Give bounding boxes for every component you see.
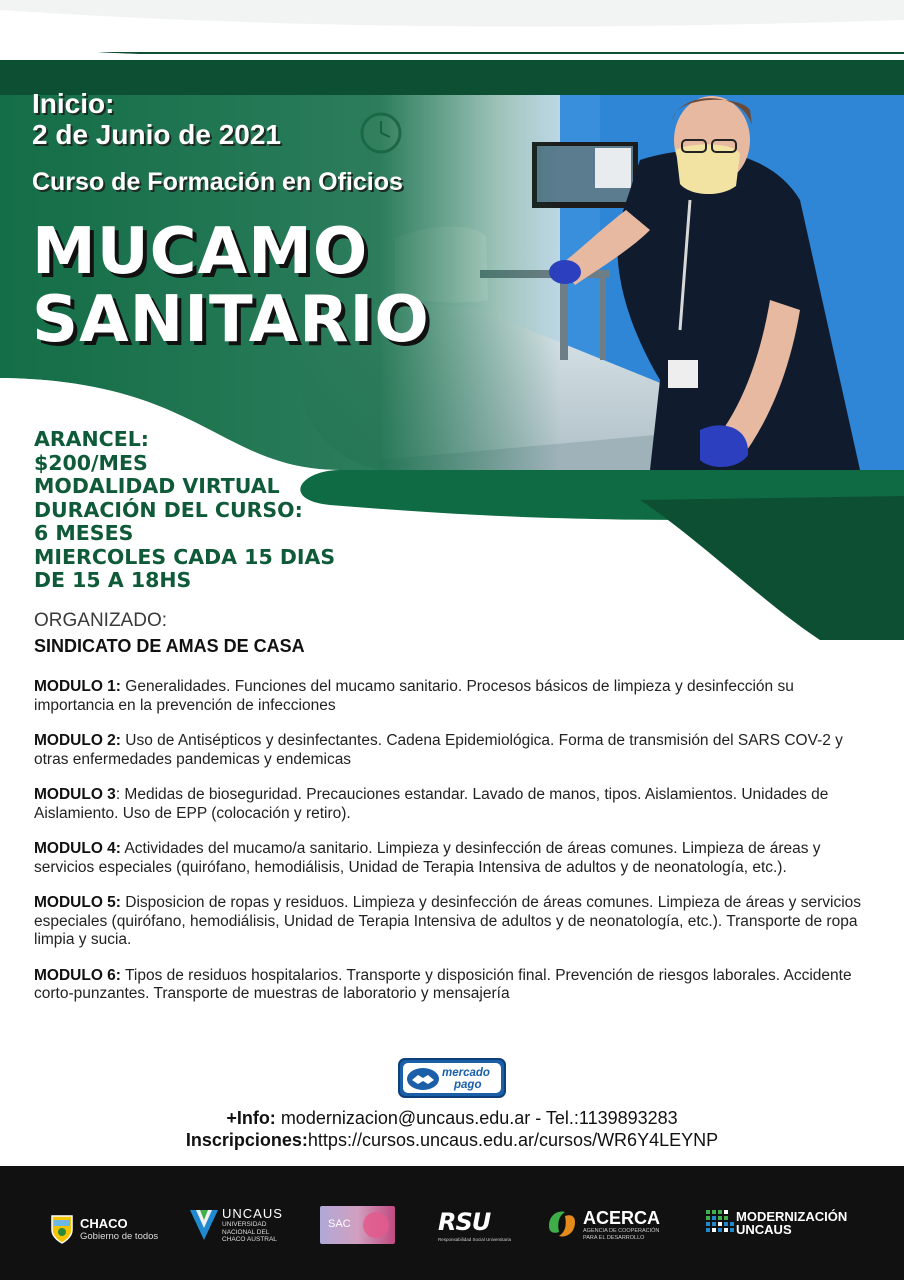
title-line-1: MUCAMO: [32, 215, 369, 289]
page-title: [32, 215, 430, 357]
chaco-subtitle: Gobierno de todos: [80, 1231, 159, 1242]
module-text: Disposicion de ropas y residuos. Limpieza y desinfección de áreas comunes. Limpieza de áreas y servicios especiales (quirófano, hemodiálisis, Unidad de Terapia Intensiva de adultos y de neonatología, etc.). Transporte de ropa limpia y sucia.: [34, 894, 862, 948]
detail-line: DURACIÓN DEL CURSO:: [34, 497, 303, 522]
modernizacion-line1: MODERNIZACIÓN: [736, 1209, 848, 1224]
module-item: [34, 840, 874, 877]
acerca-sub-line: AGENCIA DE COOPERACIÓN: [583, 1228, 660, 1234]
module-text: : Medidas de bioseguridad. Precauciones estandar. Lavado de manos, tipos. Aislamientos. Unidades de Aislamiento. Uso de EPP (colocación y retiro).: [34, 786, 829, 822]
module-item: [34, 967, 874, 1004]
module-item: [34, 894, 874, 950]
modernizacion-line2: UNCAUS: [736, 1222, 792, 1237]
uncaus-sub-line: NACIONAL DEL: [222, 1228, 270, 1236]
module-title: MODULO 2:: [34, 732, 121, 749]
chaco-shield-icon: [50, 1212, 74, 1244]
module-title: MODULO 3: [34, 786, 116, 803]
info-value[interactable]: modernizacion@uncaus.edu.ar - Tel.:1139893283: [275, 1108, 678, 1128]
module-title: MODULO 1:: [34, 678, 121, 695]
sac-decoration: [363, 1212, 389, 1238]
modernizacion-name: [736, 1210, 847, 1236]
rsu-subtitle: Responsabilidad Social Universitaria: [438, 1237, 512, 1242]
module-title: MODULO 5:: [34, 894, 121, 911]
organizer-name: SINDICATO DE AMAS DE CASA: [34, 636, 305, 656]
course-details: [34, 428, 335, 593]
uncaus-sub-line: CHACO AUSTRAL: [222, 1236, 277, 1243]
module-text: Tipos de residuos hospitalarios. Transporte y disposición final. Prevención de riesgos laborales. Accidente corto-punzantes. Transporte de muestras de laboratorio y mensajería: [34, 966, 852, 1002]
module-item: [34, 678, 874, 715]
mercado-pago-logo: [398, 1058, 506, 1098]
module-item: [34, 786, 874, 823]
start-date: 2 de Junio de 2021: [32, 119, 281, 150]
acerca-name: ACERCA: [583, 1208, 661, 1228]
detail-line: $200/MES: [34, 450, 148, 475]
title-line-2: SANITARIO: [32, 283, 430, 357]
start-info: [32, 88, 281, 150]
uncaus-mark-icon: [190, 1208, 218, 1242]
uncaus-subtitle: [222, 1221, 277, 1244]
uncaus-name: UNCAUS: [222, 1206, 283, 1221]
acerca-sub-line: PARA EL DESARROLLO: [583, 1234, 645, 1241]
module-title: MODULO 6:: [34, 966, 121, 984]
detail-line: MODALIDAD VIRTUAL: [34, 474, 280, 498]
info-label: +Info:: [226, 1108, 276, 1128]
pixel-grid-icon: [706, 1210, 734, 1236]
detail-line: DE 15 A 18HS: [34, 568, 192, 592]
uncaus-sub-line: UNIVERSIDAD: [222, 1221, 267, 1228]
module-list: [34, 678, 874, 1021]
mercado-pago-text: [442, 1067, 490, 1091]
handshake-icon: [406, 1067, 440, 1091]
rsu-logo: [438, 1208, 511, 1242]
registration-label: Inscripciones:: [185, 1130, 308, 1150]
acerca-subtitle: [583, 1228, 659, 1241]
module-text: Actividades del mucamo/a sanitario. Limpieza y desinfección de áreas comunes. Limpieza de áreas y servicios especiales (quirófano, hemodiálisis, Unidad de Terapia Intensiva de adultos y de neonatología, etc.).: [34, 840, 821, 876]
registration-info: [0, 1130, 904, 1151]
module-item: [34, 732, 874, 769]
start-label: Inicio:: [32, 88, 115, 119]
module-text: Uso de Antisépticos y desinfectantes. Cadena Epidemiológica. Forma de transmisión del SARS COV-2 y otras enfermedades pandemicas y endemicas: [34, 732, 843, 768]
course-type: Curso de Formación en Oficios: [32, 168, 403, 196]
detail-line: 6 MESES: [34, 521, 134, 545]
module-title: MODULO 4:: [34, 840, 121, 857]
rsu-name: RSU: [438, 1208, 491, 1236]
mercado-pago-line2: pago: [454, 1079, 482, 1091]
detail-line: MIERCOLES CADA 15 DIAS: [34, 544, 336, 569]
organizer-label: ORGANIZADO:: [34, 610, 168, 631]
sac-name: SAC: [328, 1218, 351, 1230]
footer-logos: [0, 1166, 904, 1280]
mercado-pago-line1: mercado: [442, 1067, 490, 1079]
detail-line: ARANCEL:: [34, 427, 149, 451]
chaco-name: CHACO: [80, 1216, 128, 1231]
sac-logo: [320, 1206, 395, 1244]
registration-link[interactable]: https://cursos.uncaus.edu.ar/cursos/WR6Y4LEYNP: [307, 1130, 719, 1150]
acerca-leaf-icon: [545, 1206, 579, 1242]
contact-info: [0, 1108, 904, 1129]
module-text: Generalidades. Funciones del mucamo sanitario. Procesos básicos de limpieza y desinfección su importancia en la prevención de infecciones: [34, 678, 794, 714]
